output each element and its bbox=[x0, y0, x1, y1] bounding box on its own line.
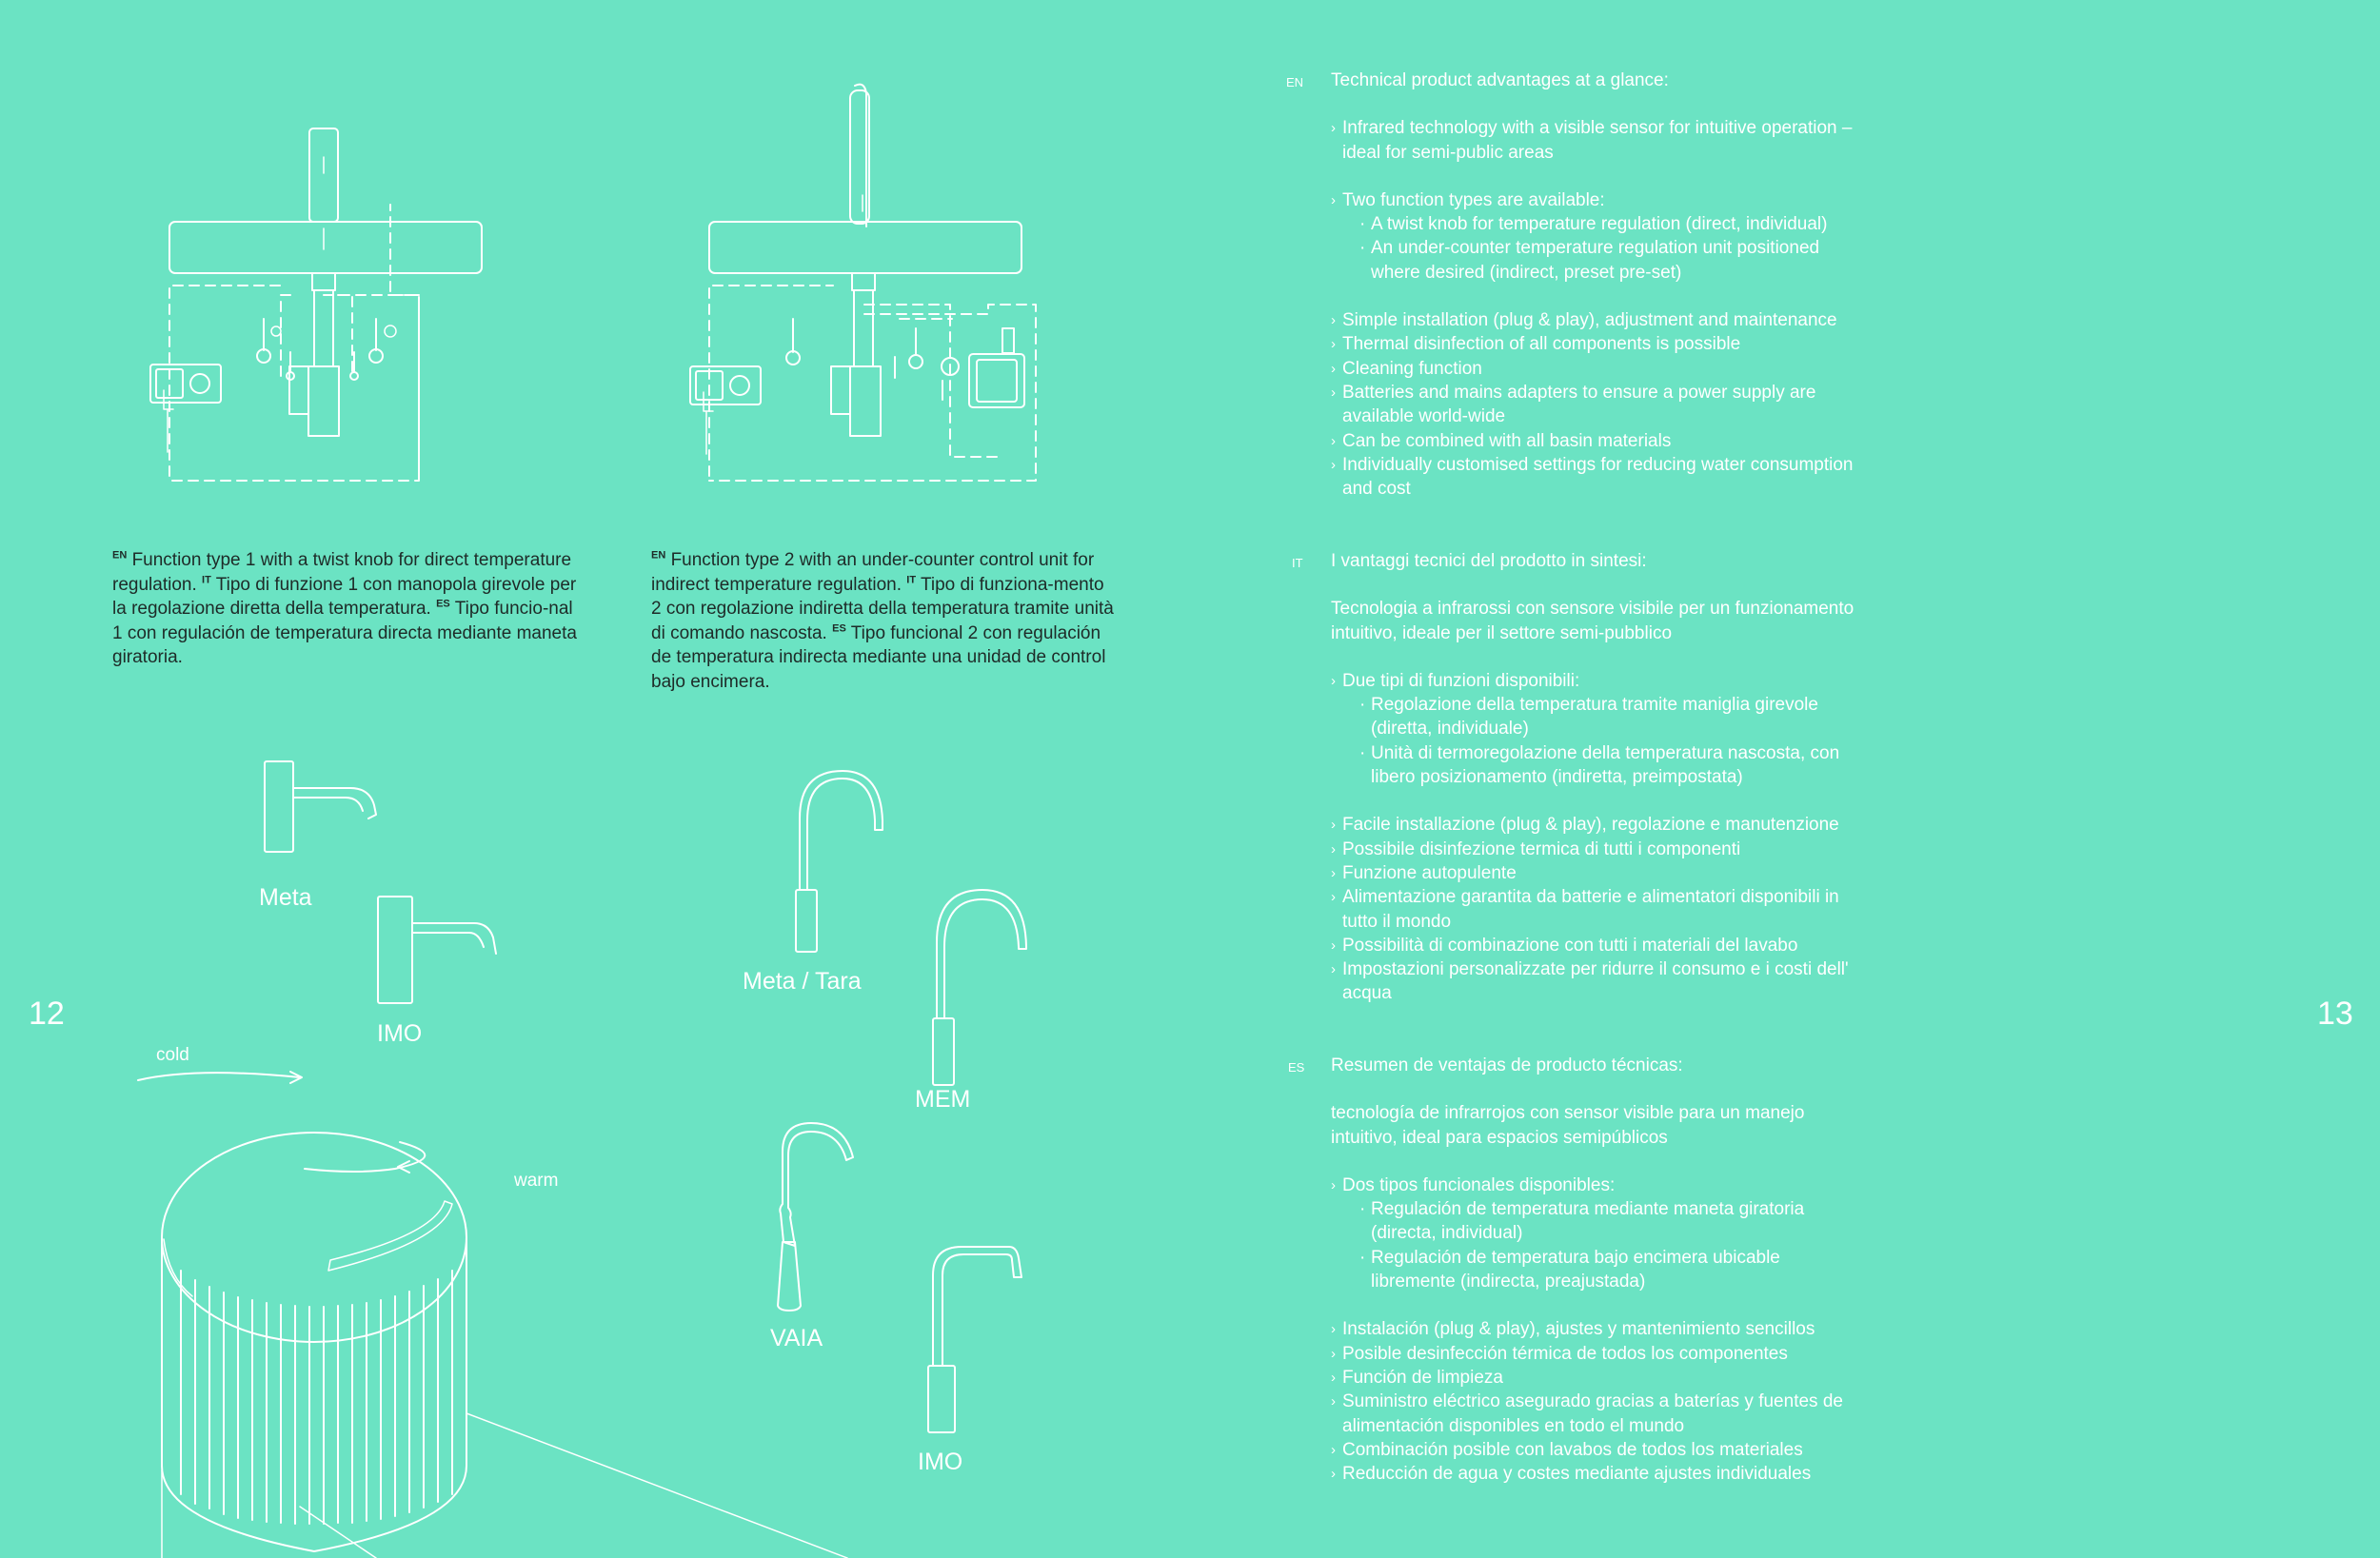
list-item: › Suministro eléctrico asegurado gracias a baterías y fuentes de alimentación disponibles en todo el mundo bbox=[1331, 1390, 1864, 1438]
label-meta-tara: Meta / Tara bbox=[743, 968, 862, 995]
label-vaia: VAIA bbox=[770, 1325, 823, 1351]
faucet-meta-tara bbox=[796, 771, 883, 952]
page-number-left: 12 bbox=[29, 996, 65, 1032]
caption-en-text: Function type 1 with a twist knob for direct temperature regulation. bbox=[112, 550, 572, 595]
list-item: › Cleaning function bbox=[1331, 357, 1864, 381]
section-heading: I vantaggi tecnici del prodotto in sintesi: bbox=[1331, 551, 1647, 571]
caption-it-text: Tipo di funziona-mento 2 con regolazione indiretta della temperatura tramite unità di comando nascosta. bbox=[651, 574, 1114, 643]
twist-knob-illustration bbox=[138, 1072, 847, 1558]
diagram-function-type-2 bbox=[690, 85, 1036, 481]
sub-list-item: · A twist knob for temperature regulation (direct, individual) bbox=[1331, 212, 1864, 236]
sub-list-item: · Regolazione della temperatura tramite maniglia girevole (diretta, individuale) bbox=[1331, 693, 1864, 741]
label-mem: MEM bbox=[915, 1086, 971, 1113]
caption-function-type-2 bbox=[651, 548, 1118, 694]
label-warm: warm bbox=[514, 1171, 559, 1191]
lang-tag-es: ES bbox=[1288, 1060, 1305, 1075]
diagram-function-type-1 bbox=[150, 128, 482, 481]
section-heading: Technical product advantages at a glance: bbox=[1331, 70, 1669, 90]
list-item: › Dos tipos funcionales disponibles: bbox=[1331, 1173, 1864, 1197]
faucet-imo-top bbox=[378, 897, 496, 1003]
lang-tag-es: ES bbox=[832, 622, 846, 635]
section-heading: Resumen de ventajas de producto técnicas: bbox=[1331, 1055, 1683, 1075]
list-item: › Función de limpieza bbox=[1331, 1366, 1864, 1390]
label-cold: cold bbox=[156, 1045, 189, 1065]
caption-es-text: Tipo funcional 2 con regulación de temperatura indirecta mediante una unidad de control bajo encimera. bbox=[651, 622, 1106, 692]
faucet-mem bbox=[933, 890, 1026, 1085]
caption-it-text: Tipo di funzione 1 con manopola girevole per la regolazione diretta della temperatura. bbox=[112, 574, 577, 619]
list-item: › Due tipi di funzioni disponibili: bbox=[1331, 669, 1864, 693]
sub-list-item: · An under-counter temperature regulation unit positioned where desired (indirect, preset pre-set) bbox=[1331, 236, 1864, 285]
list-item: › Simple installation (plug & play), adjustment and maintenance bbox=[1331, 308, 1864, 332]
caption-es-text: Tipo funcio-nal 1 con regulación de temperatura directa mediante maneta giratoria. bbox=[112, 599, 577, 667]
list-item: › Alimentazione garantita da batterie e alimentatori disponibili in tutto il mondo bbox=[1331, 885, 1864, 934]
lang-tag-it: IT bbox=[906, 574, 917, 586]
advantages-list bbox=[1331, 1173, 1864, 1487]
section-es bbox=[1331, 1054, 1864, 1486]
list-item: › Reducción de agua y costes mediante ajustes individuales bbox=[1331, 1462, 1864, 1486]
list-item: › Combinación posible con lavabos de todos los materiales bbox=[1331, 1438, 1864, 1462]
section-intro: Tecnologia a infrarossi con sensore visibile per un funzionamento intuitivo, ideale per il settore semi-pubblico bbox=[1331, 599, 1854, 643]
page-number-right: 13 bbox=[2317, 996, 2353, 1032]
list-item: › Possibilità di combinazione con tutti i materiali del lavabo bbox=[1331, 934, 1864, 957]
list-item: › Thermal disinfection of all components is possible bbox=[1331, 332, 1864, 356]
label-imo-bottom: IMO bbox=[918, 1449, 963, 1475]
list-item: › Instalación (plug & play), ajustes y mantenimiento sencillos bbox=[1331, 1317, 1864, 1341]
caption-en-text: Function type 2 with an under-counter control unit for indirect temperature regulation. bbox=[651, 550, 1095, 595]
lang-tag-en: EN bbox=[651, 549, 666, 562]
label-imo-top: IMO bbox=[377, 1020, 423, 1047]
section-en bbox=[1331, 69, 1864, 501]
list-item: › Funzione autopulente bbox=[1331, 861, 1864, 885]
sub-list-item: · Regulación de temperatura bajo encimera ubicable libremente (indirecta, preajustada) bbox=[1331, 1246, 1864, 1294]
list-item: › Batteries and mains adapters to ensure a power supply are available world-wide bbox=[1331, 381, 1864, 429]
list-item: › Two function types are available: bbox=[1331, 188, 1864, 212]
list-item: › Infrared technology with a visible sensor for intuitive operation – ideal for semi-public areas bbox=[1331, 116, 1864, 165]
lang-tag-es: ES bbox=[436, 598, 450, 610]
lang-tag-en: EN bbox=[1286, 75, 1304, 89]
faucet-imo-bottom bbox=[928, 1247, 1021, 1432]
label-meta: Meta bbox=[259, 884, 312, 911]
lang-tag-it: IT bbox=[202, 574, 211, 586]
section-it bbox=[1331, 549, 1864, 1006]
section-intro: tecnología de infrarrojos con sensor visible para un manejo intuitivo, ideal para espacios semipúblicos bbox=[1331, 1103, 1805, 1148]
list-item: › Facile installazione (plug & play), regolazione e manutenzione bbox=[1331, 813, 1864, 837]
faucet-meta bbox=[265, 761, 376, 852]
sub-list-item: · Unità di termoregolazione della temperatura nascosta, con libero posizionamento (indiretta, preimpostata) bbox=[1331, 741, 1864, 790]
list-item: › Possibile disinfezione termica di tutti i componenti bbox=[1331, 838, 1864, 861]
list-item: › Individually customised settings for reducing water consumption and cost bbox=[1331, 453, 1864, 502]
sub-list-item: · Regulación de temperatura mediante maneta giratoria (directa, individual) bbox=[1331, 1197, 1864, 1246]
advantages-list bbox=[1331, 669, 1864, 1006]
lang-tag-en: EN bbox=[112, 549, 128, 562]
caption-function-type-1 bbox=[112, 548, 579, 670]
list-item: › Can be combined with all basin materials bbox=[1331, 429, 1864, 453]
lang-tag-it: IT bbox=[1292, 556, 1303, 570]
list-item: › Impostazioni personalizzate per ridurre il consumo e i costi dell' acqua bbox=[1331, 957, 1864, 1006]
list-item: › Posible desinfección térmica de todos los componentes bbox=[1331, 1342, 1864, 1366]
advantages-list bbox=[1331, 116, 1864, 501]
faucet-vaia bbox=[778, 1123, 853, 1311]
